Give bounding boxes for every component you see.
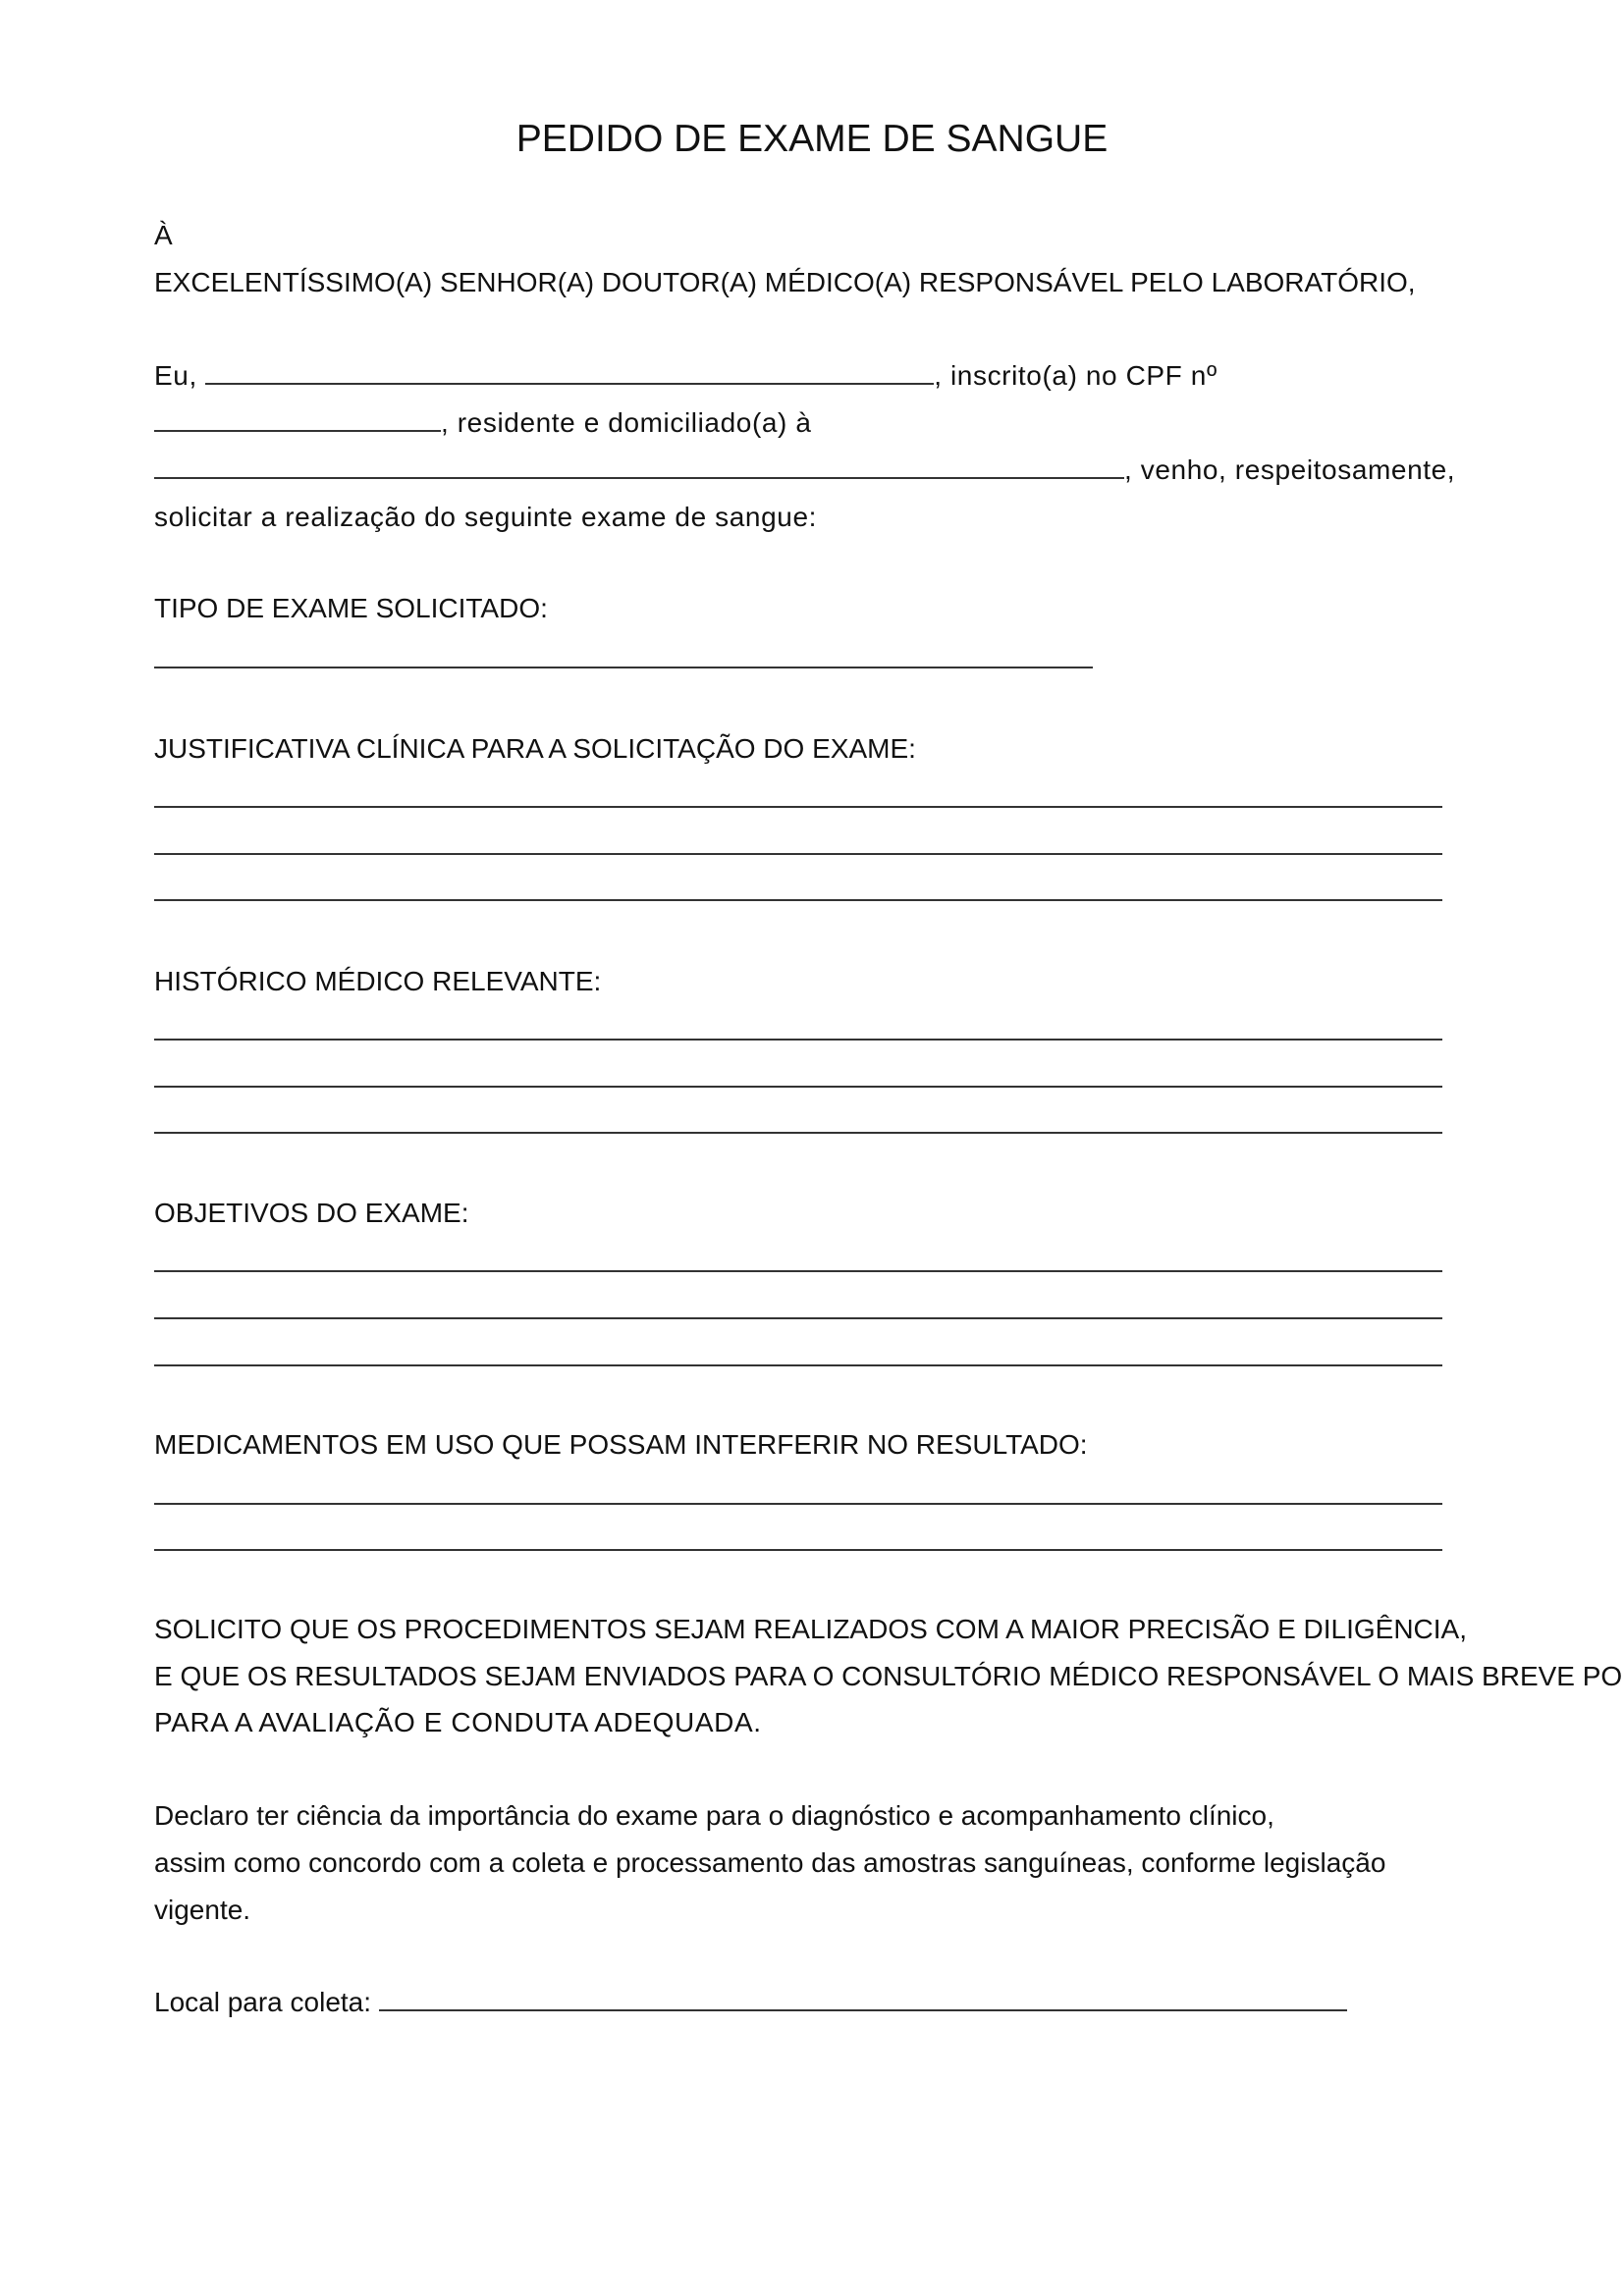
local-blank-field[interactable]: [379, 1986, 1347, 2011]
venho-label: , venho, respeitosamente,: [1124, 454, 1456, 485]
request-paragraph-line-2: E QUE OS RESULTADOS SEJAM ENVIADOS PARA O CONSULTÓRIO MÉDICO RESPONSÁVEL O MAIS BREVE PO: [154, 1661, 1623, 1691]
tipo-exame-blank-field[interactable]: [154, 667, 1093, 668]
historico-blank-line-3[interactable]: [154, 1132, 1442, 1134]
salutation-line-2: EXCELENTÍSSIMO(A) SENHOR(A) DOUTOR(A) MÉDICO(A) RESPONSÁVEL PELO LABORATÓRIO,: [154, 267, 1416, 297]
request-paragraph-line-1: SOLICITO QUE OS PROCEDIMENTOS SEJAM REALIZADOS COM A MAIOR PRECISÃO E DILIGÊNCIA,: [154, 1614, 1468, 1644]
residence-label: , residente e domiciliado(a) à: [441, 407, 812, 438]
page-title: PEDIDO DE EXAME DE SANGUE: [515, 118, 1109, 160]
intro-line-2: [154, 405, 812, 441]
objetivos-blank-line-2[interactable]: [154, 1317, 1442, 1319]
historico-blank-line-2[interactable]: [154, 1086, 1442, 1088]
local-line: [154, 1985, 1347, 2020]
justificativa-blank-line-2[interactable]: [154, 853, 1442, 855]
address-blank-field[interactable]: [154, 454, 1124, 479]
declaration-line-2: assim como concordo com a coleta e processamento das amostras sanguíneas, conforme legislação: [154, 1847, 1386, 1878]
objetivos-heading: OBJETIVOS DO EXAME:: [154, 1198, 469, 1228]
tipo-exame-heading: TIPO DE EXAME SOLICITADO:: [154, 593, 548, 623]
eu-prefix: Eu,: [154, 360, 197, 391]
salutation-line-1: À: [154, 220, 173, 250]
request-line: solicitar a realização do seguinte exame de sangue:: [154, 502, 817, 532]
objetivos-blank-line-1[interactable]: [154, 1270, 1442, 1272]
medicamentos-heading: MEDICAMENTOS EM USO QUE POSSAM INTERFERIR NO RESULTADO:: [154, 1429, 1088, 1460]
request-paragraph-line-3: PARA A AVALIAÇÃO E CONDUTA ADEQUADA.: [154, 1707, 762, 1737]
medicamentos-blank-line-1[interactable]: [154, 1503, 1442, 1505]
justificativa-heading: JUSTIFICATIVA CLÍNICA PARA A SOLICITAÇÃO DO EXAME:: [154, 733, 916, 764]
justificativa-blank-line-1[interactable]: [154, 806, 1442, 808]
name-blank-field[interactable]: [205, 359, 934, 385]
cpf-label: , inscrito(a) no CPF nº: [934, 360, 1218, 391]
historico-blank-line-1[interactable]: [154, 1039, 1442, 1041]
objetivos-blank-line-3[interactable]: [154, 1364, 1442, 1366]
historico-heading: HISTÓRICO MÉDICO RELEVANTE:: [154, 966, 602, 996]
intro-line-3: [154, 453, 1455, 488]
medicamentos-blank-line-2[interactable]: [154, 1549, 1442, 1551]
cpf-blank-field[interactable]: [154, 406, 441, 432]
justificativa-blank-line-3[interactable]: [154, 899, 1442, 901]
local-label: Local para coleta:: [154, 1987, 372, 2017]
declaration-line-1: Declaro ter ciência da importância do exame para o diagnóstico e acompanhamento clínico,: [154, 1800, 1274, 1831]
declaration-line-3: vigente.: [154, 1895, 251, 1925]
intro-line-1: [154, 358, 1218, 394]
